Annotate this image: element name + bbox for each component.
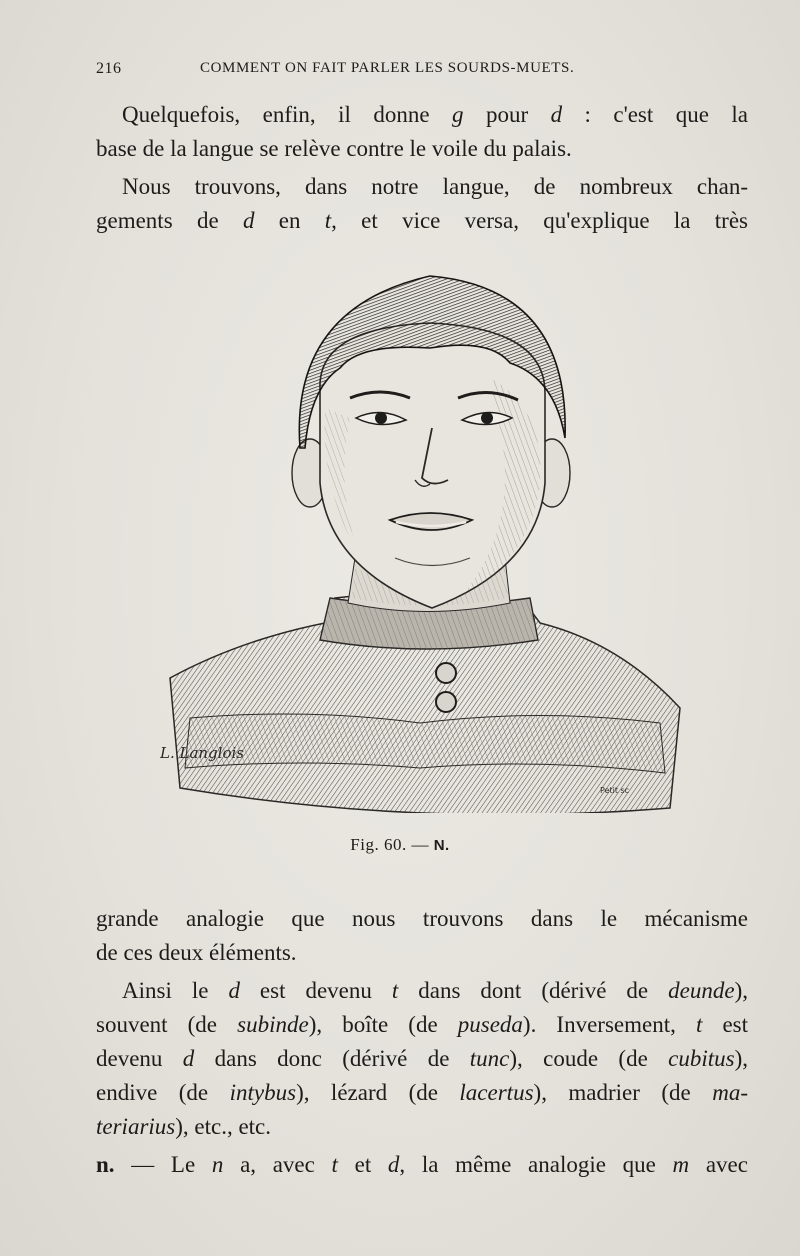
paragraph-line: grande analogie que nous trouvons dans le mécanisme xyxy=(96,906,748,931)
caption-prefix: Fig. 60. — xyxy=(350,835,434,854)
figure-caption xyxy=(0,835,800,855)
paragraph-line: n. — Le n a, avec t et d, la même analogie que m avec xyxy=(96,1152,748,1177)
paragraph-line: Quelquefois, enfin, il donne g pour d : c'est que la xyxy=(122,102,748,127)
portrait-engraving xyxy=(160,268,690,813)
top-text xyxy=(96,98,748,238)
paragraph-line: endive (de intybus), lézard (de lacertus), madrier (de ma- xyxy=(96,1080,748,1105)
paragraph-line: de ces deux éléments. xyxy=(96,940,297,965)
artist-signature: L. Langlois xyxy=(160,744,244,762)
running-title: COMMENT ON FAIT PARLER LES SOURDS-MUETS. xyxy=(200,60,575,76)
portrait-illustration xyxy=(160,268,690,813)
paragraph-line: Ainsi le d est devenu t dans dont (dérivé de deunde), xyxy=(122,978,748,1003)
page-header xyxy=(96,60,746,88)
caption-label: N. xyxy=(433,837,450,854)
engraver-signature: Petit sc xyxy=(600,786,630,795)
paragraph-line: devenu d dans donc (dérivé de tunc), coude (de cubitus), xyxy=(96,1046,749,1071)
paragraph-line: Nous trouvons, dans notre langue, de nombreux chan- xyxy=(122,174,748,199)
page-number: 216 xyxy=(96,60,122,77)
bottom-text xyxy=(96,902,748,1182)
paragraph-line: base de la langue se relève contre le voile du palais. xyxy=(96,136,572,161)
paragraph-line: gements de d en t, et vice versa, qu'explique la très xyxy=(96,208,748,233)
paragraph-line: teriarius), etc., etc. xyxy=(96,1114,272,1139)
paragraph-line: souvent (de subinde), boîte (de puseda). Inversement, t est xyxy=(96,1012,748,1037)
